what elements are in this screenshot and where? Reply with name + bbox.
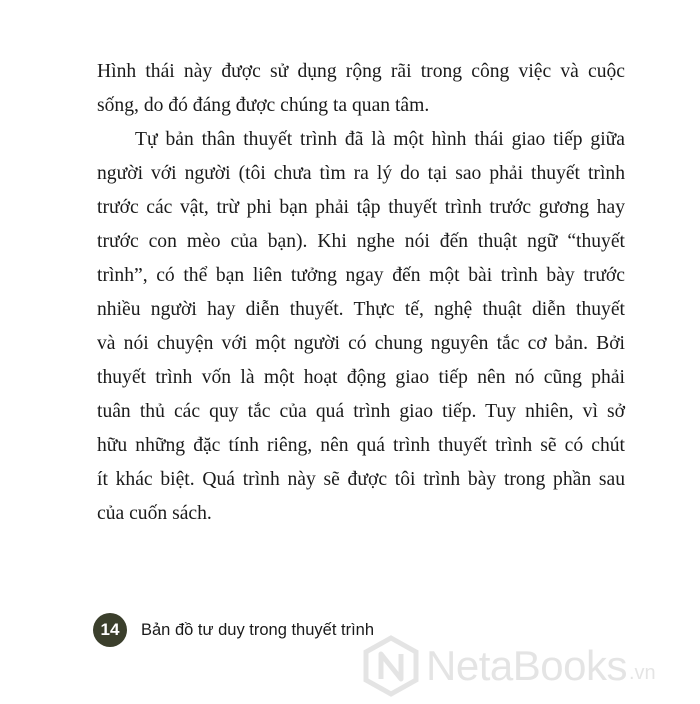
- paragraph-2-line-6: nhiều người hay diễn thuyết. Thực tế, nghệ thuật diễn thuyết: [97, 299, 625, 320]
- paragraph-2-line-5: trình”, có thể bạn liên tưởng ngay đến một bài trình bày trước: [97, 265, 625, 286]
- paragraph-2-line-9: tuân thủ các quy tắc của quá trình giao tiếp. Tuy nhiên, vì sở: [97, 401, 625, 422]
- paragraph-1-line-2: sống, do đó đáng được chúng ta quan tâm.: [97, 95, 430, 116]
- paragraph-2-line-1: Tự bản thân thuyết trình đã là một hình thái giao tiếp giữa: [135, 129, 625, 150]
- netabooks-logo-icon: [362, 635, 420, 697]
- watermark: [362, 632, 656, 700]
- page-footer: [93, 613, 374, 647]
- paragraph-2-line-10: hữu những đặc tính riêng, nên quá trình thuyết trình sẽ có chút: [97, 435, 625, 456]
- paragraph-2-line-7: và nói chuyện với một người có chung nguyên tắc cơ bản. Bởi: [97, 333, 625, 354]
- paragraph-1-line-1: Hình thái này được sử dụng rộng rãi trong công việc và cuộc: [97, 61, 625, 82]
- page-number: 14: [100, 620, 120, 639]
- paragraph-2-line-12: của cuốn sách.: [97, 503, 212, 524]
- page-number-badge: [93, 613, 127, 647]
- watermark-text: NetaBooks: [426, 642, 627, 689]
- running-title: Bản đồ tư duy trong thuyết trình: [141, 620, 375, 639]
- watermark-suffix: .vn: [628, 661, 656, 684]
- paragraph-2-line-11: ít khác biệt. Quá trình này sẽ được tôi trình bày trong phần sau: [97, 469, 625, 490]
- paragraph-2-line-3: trước các vật, trừ phi bạn phải tập thuyết trình trước gương hay: [97, 197, 625, 218]
- paragraph-2-line-4: trước con mèo của bạn). Khi nghe nói đến thuật ngữ “thuyết: [97, 231, 625, 252]
- paragraph-2-line-8: thuyết trình vốn là một hoạt động giao tiếp nên nó cũng phải: [97, 367, 625, 388]
- paragraph-2-line-2: người với người (tôi chưa tìm ra lý do tại sao phải thuyết trình: [97, 163, 625, 184]
